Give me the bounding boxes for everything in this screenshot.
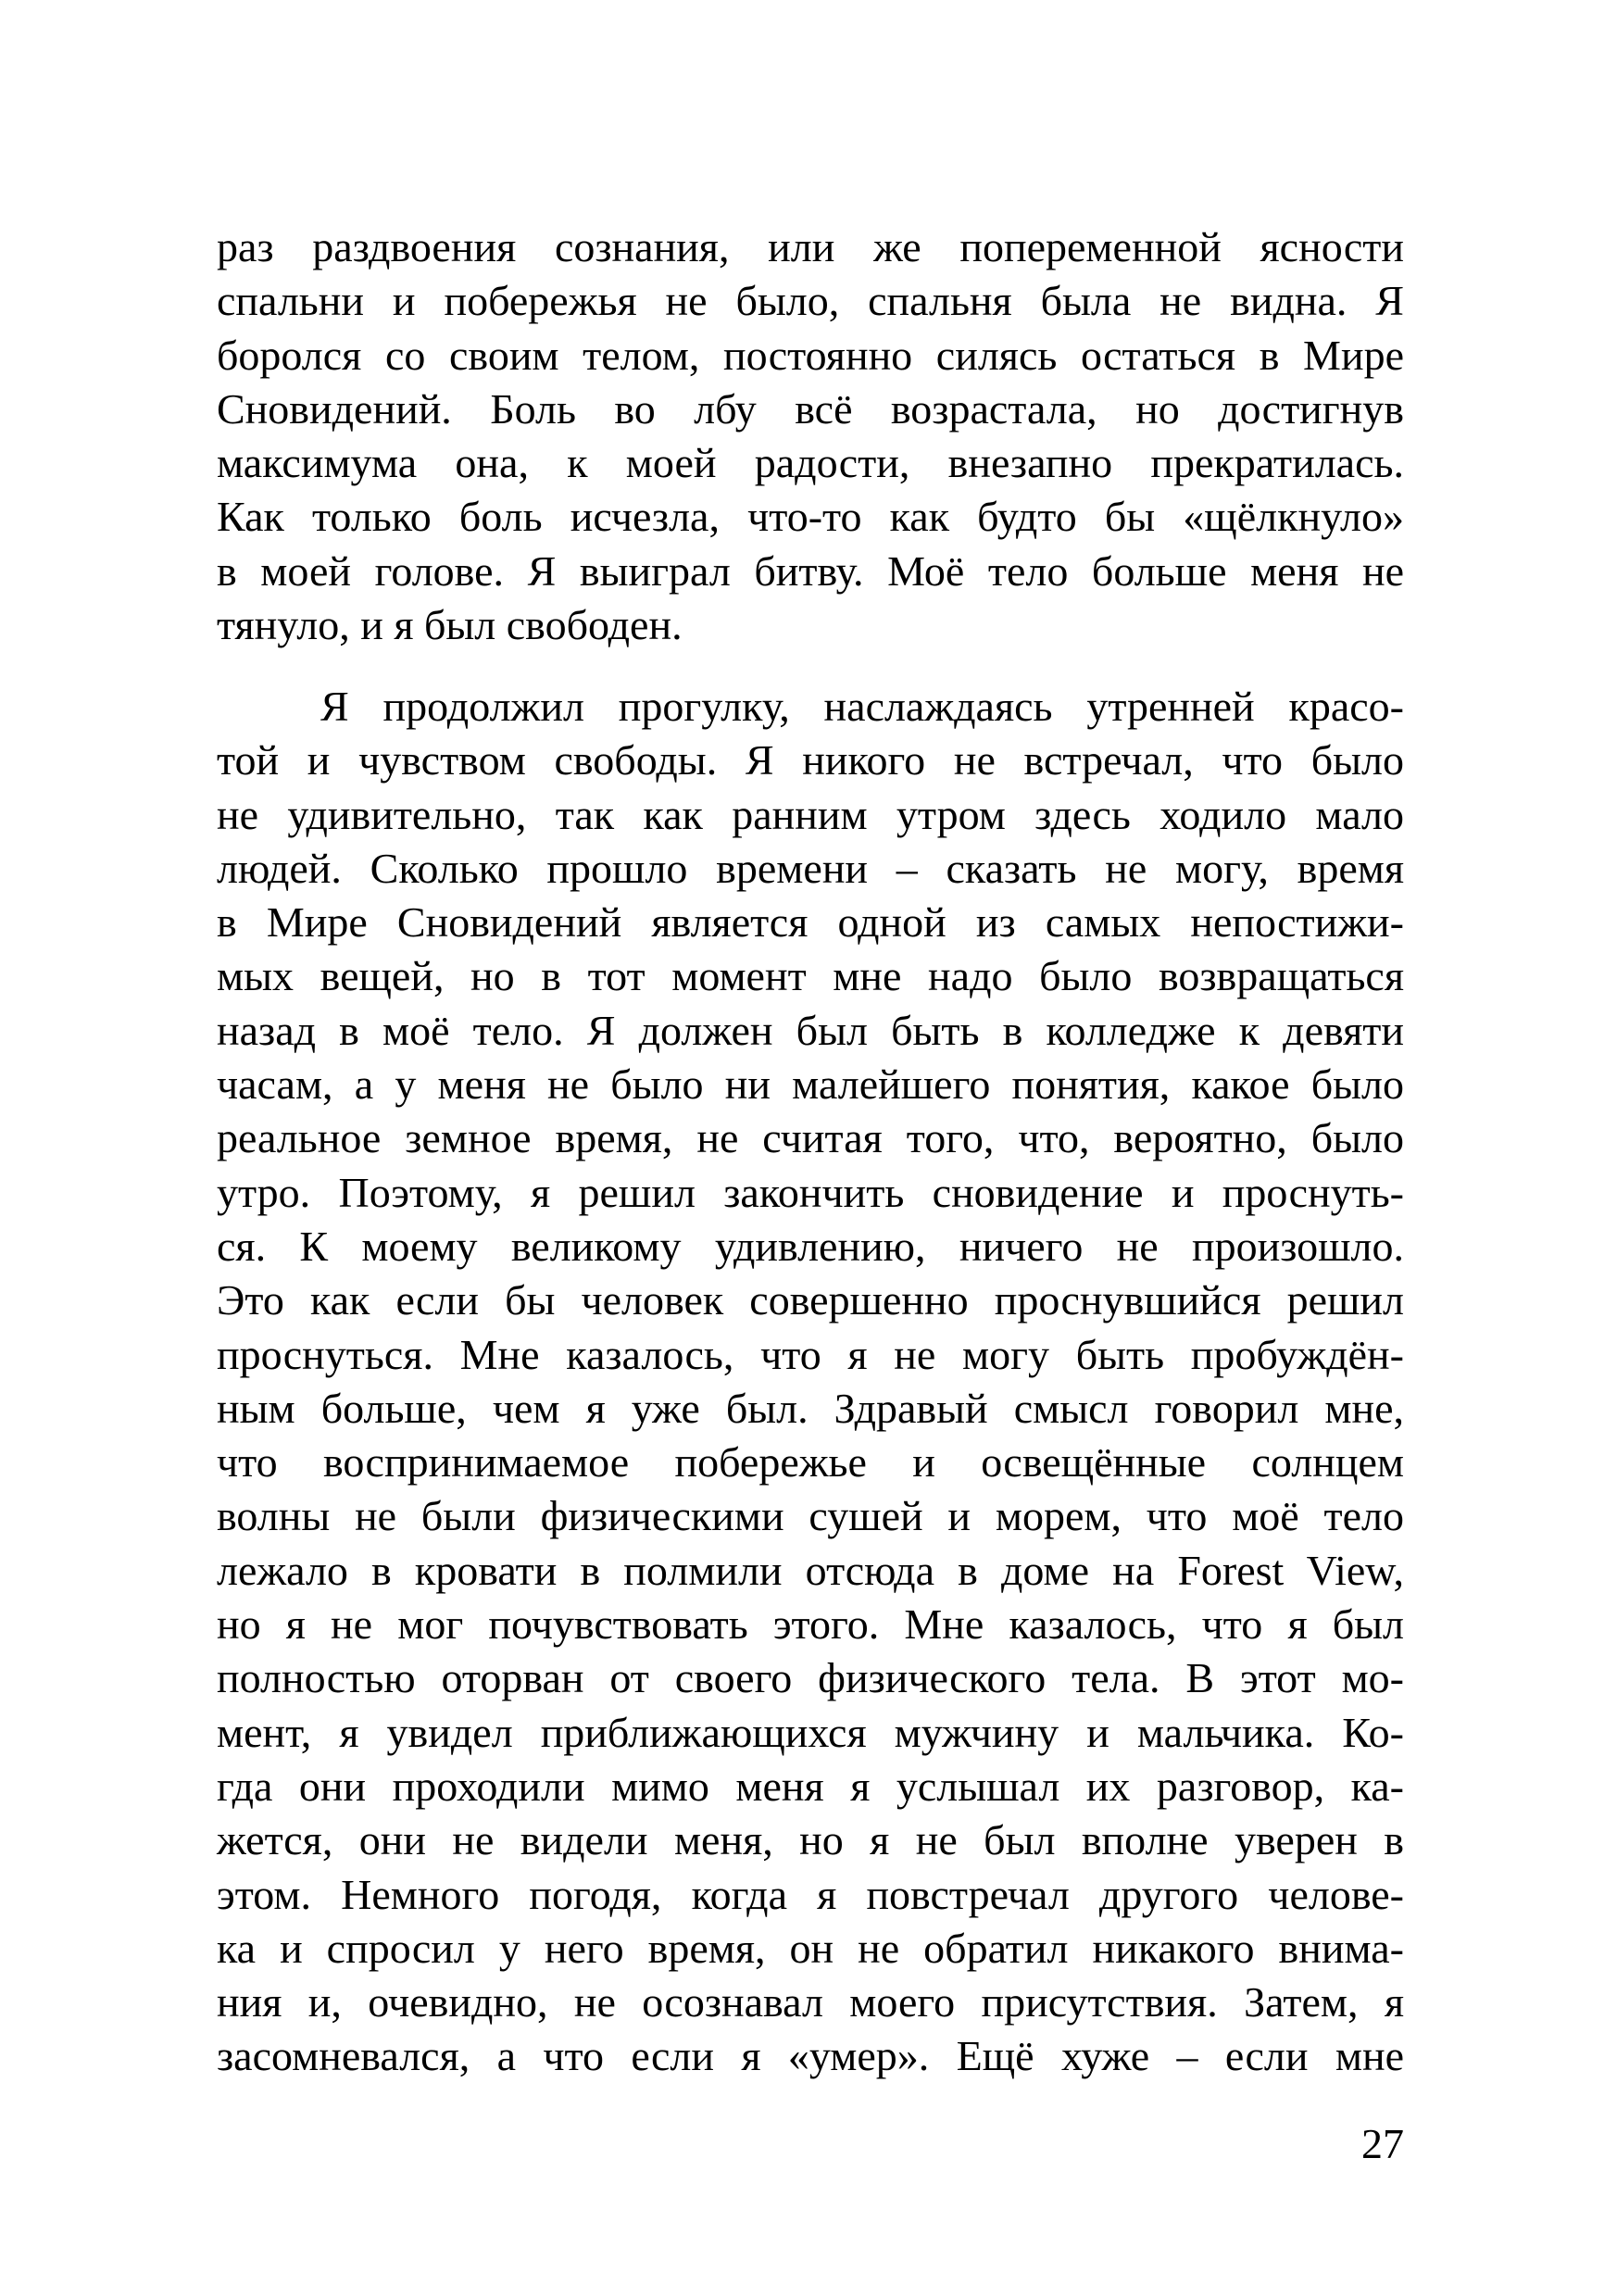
page-number: 27 (1361, 2120, 1404, 2167)
text-line: этом. Немного погодя, когда я повстречал другого челове- (217, 1870, 1404, 1918)
text-line: мых вещей, но в тот момент мне надо было возвращаться (217, 952, 1404, 1000)
text-line: раз раздвоения сознания, или же попеременной ясности (217, 223, 1404, 270)
text-line: ным больше, чем я уже был. Здравый смысл говорил мне, (217, 1384, 1404, 1432)
text-line: проснуться. Мне казалось, что я не могу быть пробуждён- (217, 1330, 1404, 1378)
text-line: людей. Сколько прошло времени – сказать не могу, время (217, 844, 1404, 892)
text-line: назад в моё тело. Я должен был быть в колледже к девяти (217, 1006, 1404, 1054)
text-line: не удивительно, так как ранним утром здесь ходило мало (217, 790, 1404, 838)
text-line: ся. К моему великому удивлению, ничего не произошло. (217, 1222, 1404, 1270)
text-line: Это как если бы человек совершенно проснувшийся решил (217, 1276, 1404, 1324)
text-line: ка и спросил у него время, он не обратил никакого внима- (217, 1924, 1404, 1972)
text-line: Я продолжил прогулку, наслаждаясь утренней красо- (320, 683, 1404, 730)
text-line: Сновидений. Боль во лбу всё возрастала, но достигнув (217, 384, 1404, 433)
text-line: тянуло, и я был свободен. (217, 601, 683, 649)
text-line: ния и, очевидно, не осознавал моего присутствия. Затем, я (217, 1978, 1404, 2026)
text-line: спальни и побережья не было, спальня была не видна. Я (217, 277, 1404, 325)
text-line: реальное земное время, не считая того, что, вероятно, было (217, 1114, 1404, 1162)
text-line: что воспринимаемое побережье и освещённые солнцем (217, 1438, 1404, 1487)
text-line: лежало в кровати в полмили отсюда в доме на Forest View, (217, 1546, 1404, 1594)
text-line: Как только боль исчезла, что-то как будто бы «щёлкнуло» (217, 493, 1404, 541)
text-line: в Мире Сновидений является одной из самых непостижи- (217, 898, 1404, 947)
text-line: гда они проходили мимо меня я услышал их разговор, ка- (217, 1762, 1404, 1810)
text-line: максимума она, к моей радости, внезапно прекратилась. (217, 439, 1404, 487)
text-line: волны не были физическими сушей и морем, что моё тело (217, 1492, 1404, 1540)
text-line: той и чувством свободы. Я никого не встречал, что было (217, 736, 1404, 784)
text-line: в моей голове. Я выиграл битву. Моё тело больше меня не (217, 546, 1404, 595)
text-line: но я не мог почувствовать этого. Мне казалось, что я был (217, 1600, 1404, 1649)
text-line: засомневался, а что если я «умер». Ещё хуже – если мне (217, 2032, 1404, 2080)
paragraph-2 (217, 680, 1404, 2084)
text-line: утро. Поэтому, я решил закончить сновидение и проснуть- (217, 1168, 1404, 1216)
text-line: мент, я увидел приближающихся мужчину и мальчика. Ко- (217, 1708, 1404, 1756)
paragraph-1 (217, 220, 1404, 652)
text-line: часам, а у меня не было ни малейшего понятия, какое было (217, 1060, 1404, 1109)
text-line: боролся со своим телом, постоянно силясь остаться в Мире (217, 331, 1404, 379)
text-line: полностью оторван от своего физического тела. В этот мо- (217, 1654, 1404, 1702)
text-line: жется, они не видели меня, но я не был вполне уверен в (217, 1816, 1404, 1864)
